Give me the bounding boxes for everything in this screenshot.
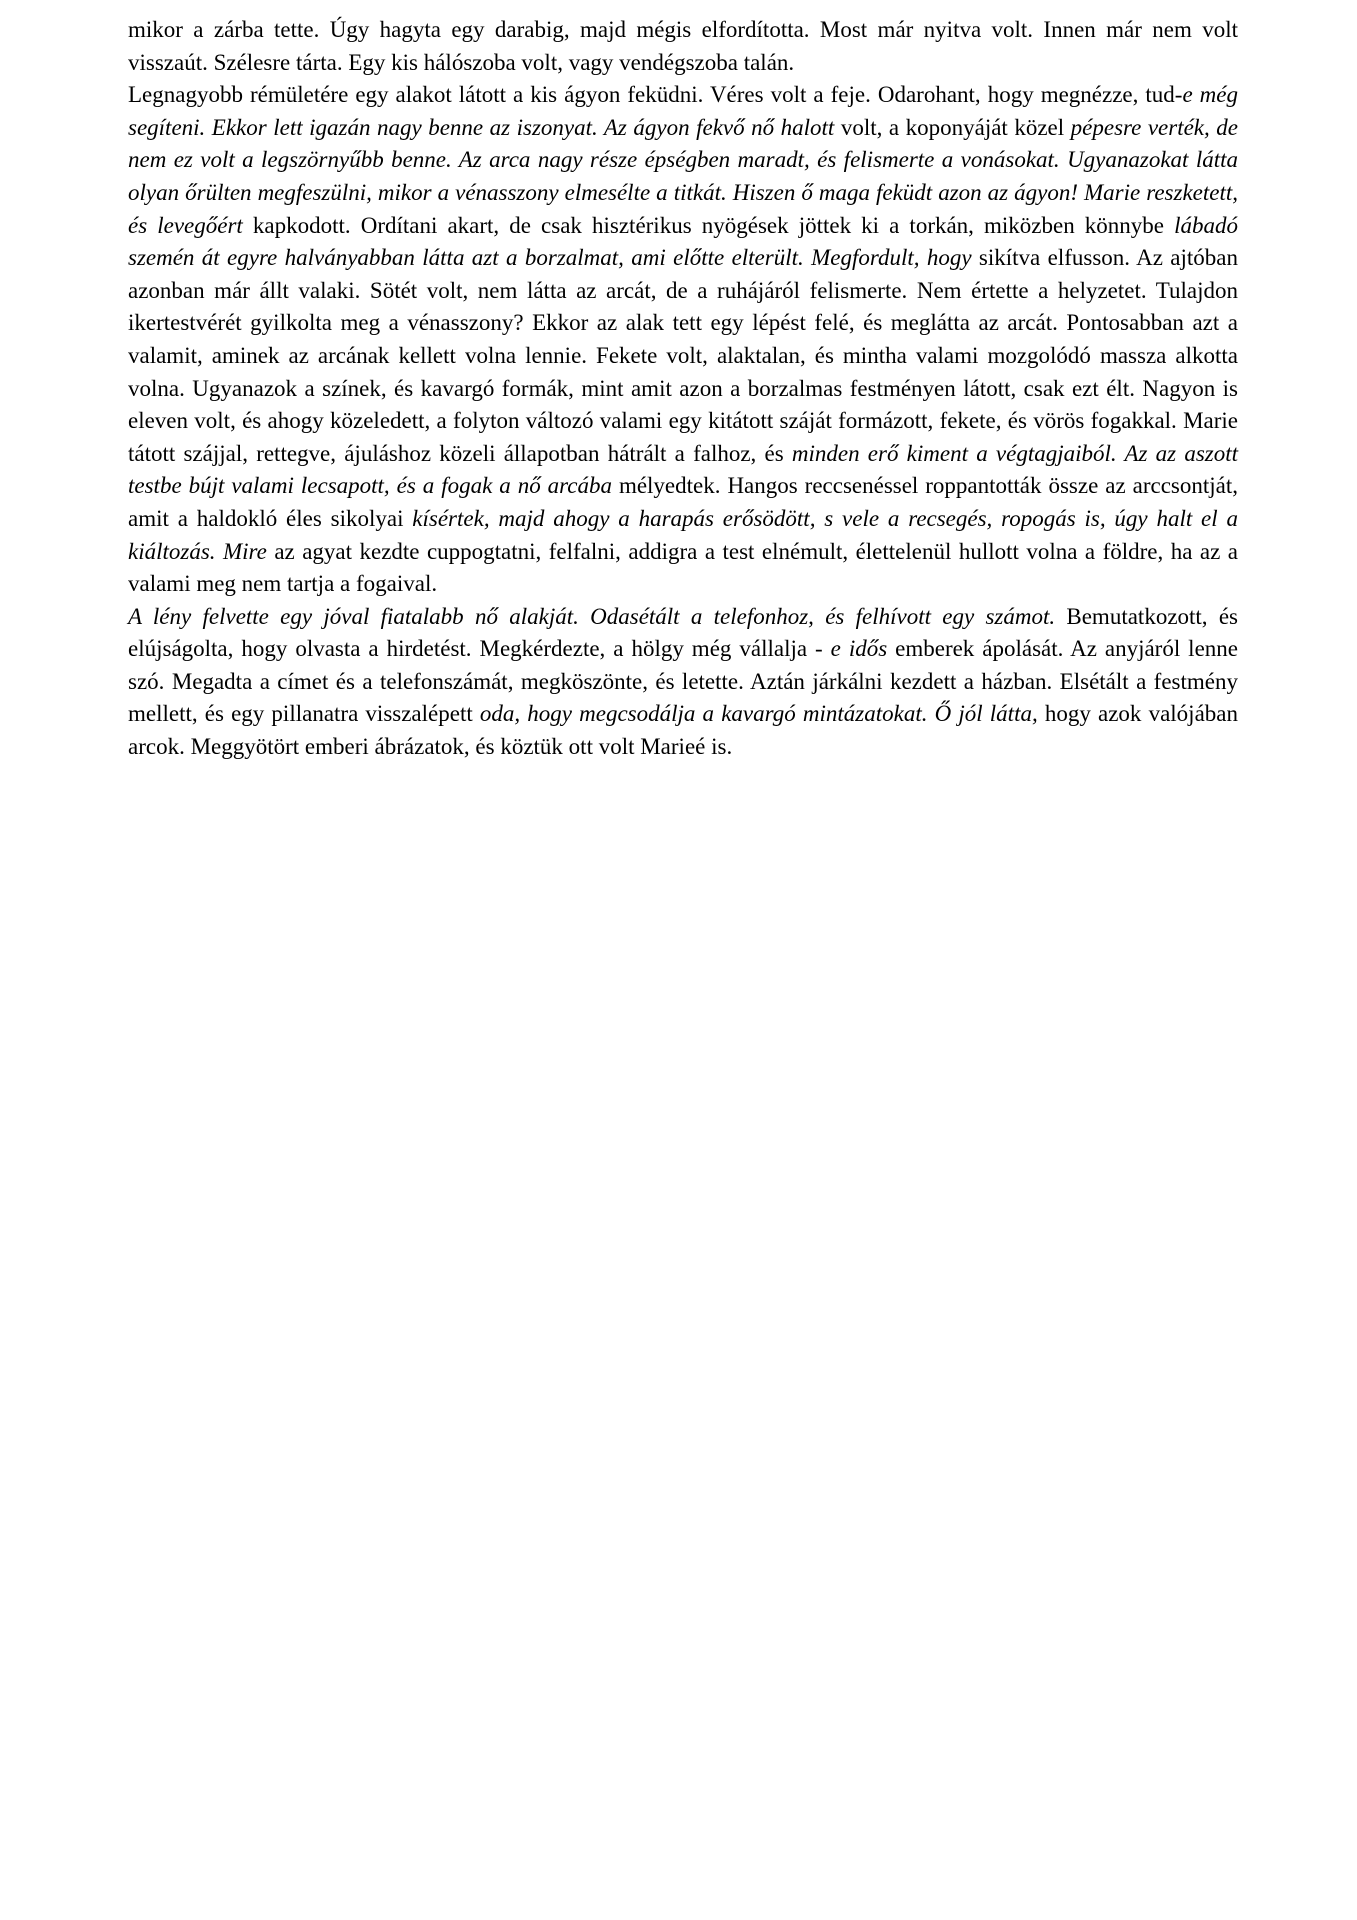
text-run: mikor a zárba tette. Úgy hagyta egy darabig, majd mégis elfordította. Most már nyitva volt. Innen már nem volt visszaút. Szélesre tárta. Egy kis hálószoba volt, vagy vendégszoba talán. <box>128 17 1238 75</box>
italic-text-run: kísértek, majd ahogy a harapás erősödött, s vele a recsegés, ropogás is, úgy halt el a kiáltozás. Mire <box>128 505 1238 564</box>
text-run: volt, a koponyáját közel <box>834 114 1071 140</box>
italic-text-run: e idős <box>830 636 888 662</box>
text-run: sikítva elfusson. Az ajtóban azonban már állt valaki. Sötét volt, nem látta az arcát, de a ruhájáról felismerte. Nem értette a helyzetet. Tulajdon ikertestvérét gyilkolta meg a vénasszony? Ekkor az alak tett egy lépést felé, és meglátta az arcát. Pontosabban azt a valamit, aminek az arcának kellett volna lennie. Fekete volt, alaktalan, és mintha valami mozgolódó massza alkotta volna. Ugyanazok a színek, és kavargó formák, mint amit azon a borzalmas festményen látott, csak ezt élt. Nagyon is eleven volt, és ahogy közeledett, a folyton változó valami egy kitátott száját formázott, fekete, és vörös fogakkal. Marie tátott szájjal, rettegve, ájuláshoz közeli állapotban hátrált a falhoz, és <box>128 245 1238 466</box>
text-run: Bemutatkozott, és elújságolta, hogy olvasta a hirdetést. Megkérdezte, a hölgy még vállalja - <box>128 603 1238 662</box>
body-text <box>128 14 1238 764</box>
text-run: mélyedtek. Hangos reccsenéssel roppantották össze az arccsontját, amit a haldokló éles sikolyai <box>128 473 1238 531</box>
italic-text-run: minden erő kiment a végtagjaiból. Az az aszott testbe bújt valami lecsapott, és a fogak a nő arcába <box>128 440 1238 499</box>
text-run: emberek ápolását. Az anyjáról lenne szó. Megadta a címet és a telefonszámát, megköszönte, és letette. Aztán járkálni kezdett a házban. Elsétált a festmény mellett, és egy pillanatra visszalépett <box>128 636 1238 727</box>
paragraph <box>128 14 1238 79</box>
italic-text-run: lábadó szemén át egyre halványabban látta azt a borzalmat, ami előtte elterült. Megfordult, hogy <box>128 212 1238 271</box>
paragraph <box>128 601 1238 764</box>
text-run: Legnagyobb rémületére egy alakot látott a kis ágyon feküdni. Véres volt a feje. Odarohant, hogy megnézze, tud- <box>128 82 1183 108</box>
text-run: hogy azok valójában arcok. Meggyötört emberi ábrázatok, és köztük ott volt Marieé is. <box>128 701 1238 760</box>
text-run: az agyat kezdte cuppogtatni, felfalni, addigra a test elnémult, élettelenül hullott volna a földre, ha az a valami meg nem tartja a fogaival. <box>128 538 1238 597</box>
italic-text-run: e még segíteni. Ekkor lett igazán nagy benne az iszonyat. Az ágyon fekvő nő halott <box>128 82 1238 140</box>
italic-text-run: A lény felvette egy jóval fiatalabb nő alakját. Odasétált a telefonhoz, és felhívott egy számot. <box>128 603 1056 629</box>
text-run: kapkodott. Ordítani akart, de csak hisztérikus nyögések jöttek ki a torkán, miközben könnybe <box>242 212 1175 238</box>
paragraph <box>128 79 1238 601</box>
italic-text-run: oda, hogy megcsodálja a kavargó mintázatokat. Ő jól látta, <box>479 701 1038 727</box>
italic-text-run: pépesre verték, de nem ez volt a legszörnyűbb benne. Az arca nagy része épségben maradt, és felismerte a vonásokat. Ugyanazokat látta olyan őrülten megfeszülni, mikor a vénasszony elmesélte a titkát. Hiszen ő maga feküdt azon az ágyon! Marie reszketett, és levegőért <box>128 114 1238 238</box>
